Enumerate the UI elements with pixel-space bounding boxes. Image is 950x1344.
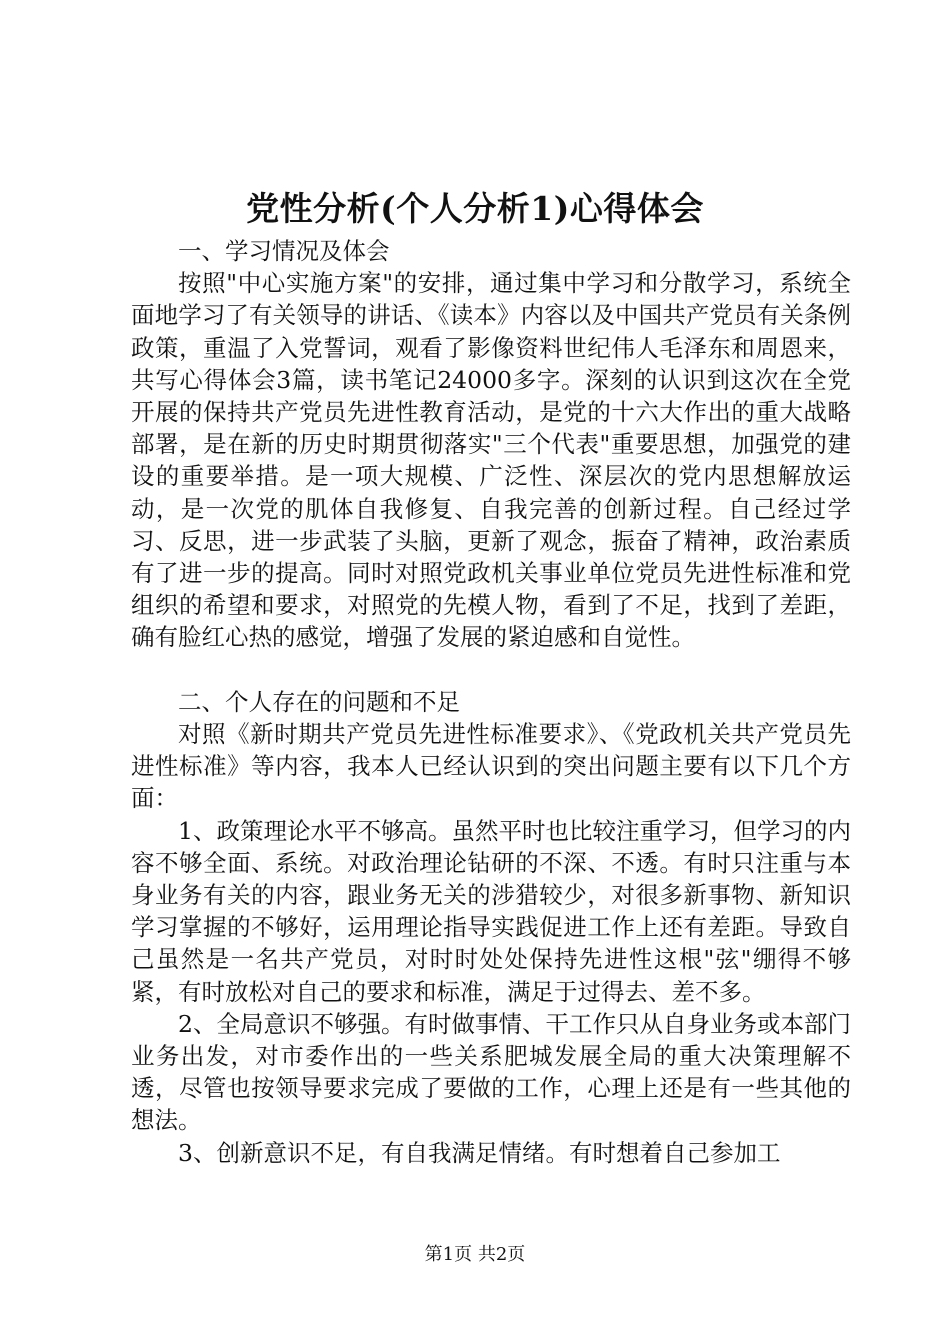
paragraph: 按照"中心实施方案"的安排，通过集中学习和分散学习，系统全面地学习了有关领导的讲话、《读本》内容以及中国共产党员有关条例政策，重温了入党誓词，观看了影像资料世纪伟人毛泽东和周恩来，共写心得体会3篇，读书笔记24000多字。深刻的认识到这次在全党开展的保持共产党员先进性教育活动，是党的十六大作出的重大战略部署，是在新的历史时期贯彻落实"三个代表"重要思想，加强党的建设的重要举措。是一项大规模、广泛性、深层次的党内思想解放运动，是一次党的肌体自我修复、自我完善的创新过程。自己经过学习、反思，进一步武装了头脑，更新了观念，振奋了精神，政治素质有了进一步的提高。同时对照党政机关事业单位党员先进性标准和党组织的希望和要求，对照党的先模人物，看到了不足，找到了差距，确有脸红心热的感觉，增强了发展的紧迫感和自觉性。 <box>131 269 851 652</box>
section-heading-1: 一、学习情况及体会 <box>178 237 390 265</box>
page-number: 第1页 共2页 <box>424 1244 526 1265</box>
document-body <box>131 235 851 1169</box>
paragraph: 对照《新时期共产党员先进性标准要求》、《党政机关共产党员先进性标准》等内容，我本人已经认识到的突出问题主要有以下几个方面： <box>131 720 851 813</box>
paragraph: 2、全局意识不够强。有时做事情、干工作只从自身业务或本部门业务出发，对市委作出的一些关系肥城发展全局的重大决策理解不透，尽管也按领导要求完成了要做的工作，心理上还是有一些其他的想法。 <box>131 1009 851 1135</box>
paragraph: 3、创新意识不足，有自我满足情绪。有时想着自己参加工 <box>178 1138 781 1167</box>
section-heading-2: 二、个人存在的问题和不足 <box>178 687 460 716</box>
paragraph: 1、政策理论水平不够高。虽然平时也比较注重学习，但学习的内容不够全面、系统。对政治理论钻研的不深、不透。有时只注重与本身业务有关的内容，跟业务无关的涉猎较少，对很多新事物、新知识学习掌握的不够好，运用理论指导实践促进工作上还有差距。导致自己虽然是一名共产党员，对时时处处保持先进性这根"弦"绷得不够紧，有时放松对自己的要求和标准，满足于过得去、差不多。 <box>131 816 851 1006</box>
document-title: 党性分析(个人分析1)心得体会 <box>246 189 704 228</box>
paragraph-gap <box>131 654 851 686</box>
